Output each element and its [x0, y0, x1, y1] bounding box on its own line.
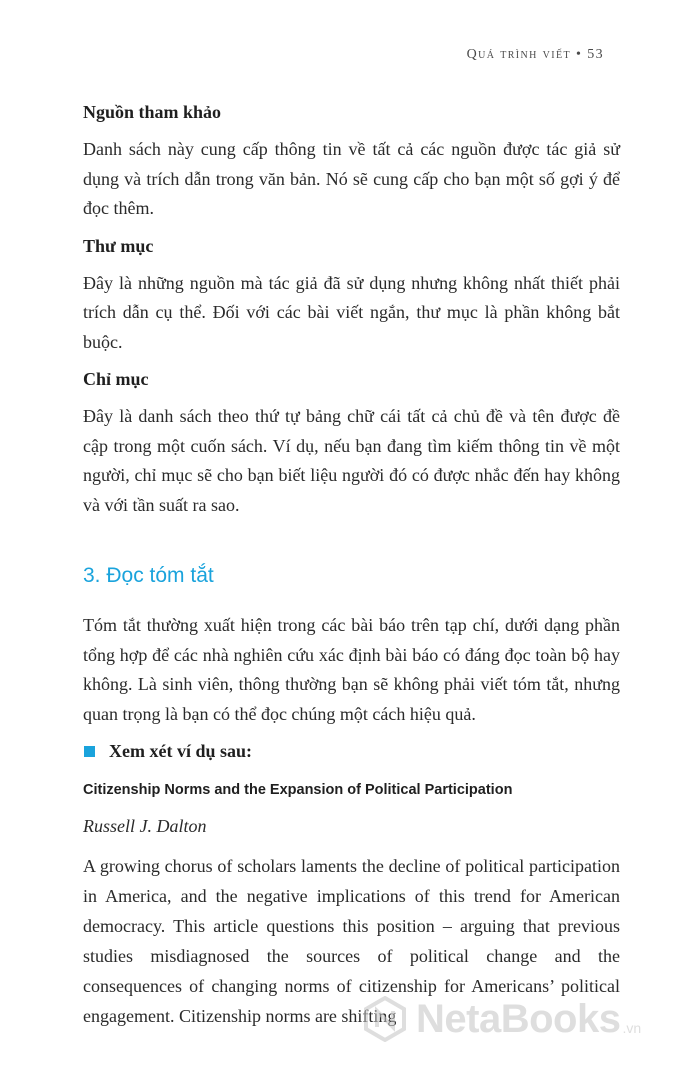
paragraph-abstract-intro: Tóm tắt thường xuất hiện trong các bài báo trên tạp chí, dưới dạng phần tổng hợp để các nhà nghiên cứu xác định bài báo có đáng đọc toàn bộ hay không. Là sinh viên, thông thường bạn sẽ không phải viết tóm tắt, nhưng quan trọng là bạn có thể đọc chúng một cách hiệu quả. [83, 615, 620, 724]
page-number: 53 [587, 47, 604, 62]
paragraph-bibliography: Đây là những nguồn mà tác giả đã sử dụng nhưng không nhất thiết phải trích dẫn cụ thể. Đối với các bài viết ngắn, thư mục là phần không bắt buộc. [83, 272, 620, 352]
term-index: Chỉ mục [83, 369, 149, 389]
square-bullet-icon [84, 746, 95, 757]
bullet-text: Xem xét ví dụ sau: [109, 740, 252, 761]
term-references: Nguồn tham khảo [83, 102, 222, 122]
netabooks-logo-icon [362, 996, 408, 1042]
paragraph-index: Đây là danh sách theo thứ tự bảng chữ cái tất cả chủ đề và tên được đề cập trong một cuốn sách. Ví dụ, nếu bạn đang tìm kiếm thông tin về một người, chỉ mục sẽ cho bạn biết liệu người đó có được nhắc đến hay không và với tần suất ra sao. [83, 406, 620, 515]
watermark-brand: NetaBooks [416, 996, 621, 1041]
watermark [362, 996, 641, 1042]
running-title: Quá trình viết [466, 47, 572, 62]
watermark-suffix: .vn [622, 1020, 642, 1036]
bullet-item [83, 739, 620, 763]
example-author: Russell J. Dalton [83, 816, 207, 836]
running-head [467, 47, 604, 63]
header-separator: • [575, 47, 583, 62]
paragraph-references: Danh sách này cung cấp thông tin về tất cả các nguồn được tác giả sử dụng và trích dẫn trong văn bản. Nó sẽ cung cấp cho bạn một số gợi ý để đọc thêm. [83, 139, 620, 218]
page-content [83, 98, 620, 1031]
section-heading: 3. Đọc tóm tắt [83, 564, 214, 587]
term-bibliography: Thư mục [83, 235, 154, 256]
example-article-title: Citizenship Norms and the Expansion of Political Participation [83, 782, 513, 798]
example-abstract: A growing chorus of scholars laments the decline of political participation in America, and the negative implications of this trend for American democracy. This article questions this position – arguing that previous studies misdiagnosed the sources of political change and the consequences of changing norms of citizenship for Americans’ political engagement. Citizenship norms are shifting [83, 856, 620, 1026]
